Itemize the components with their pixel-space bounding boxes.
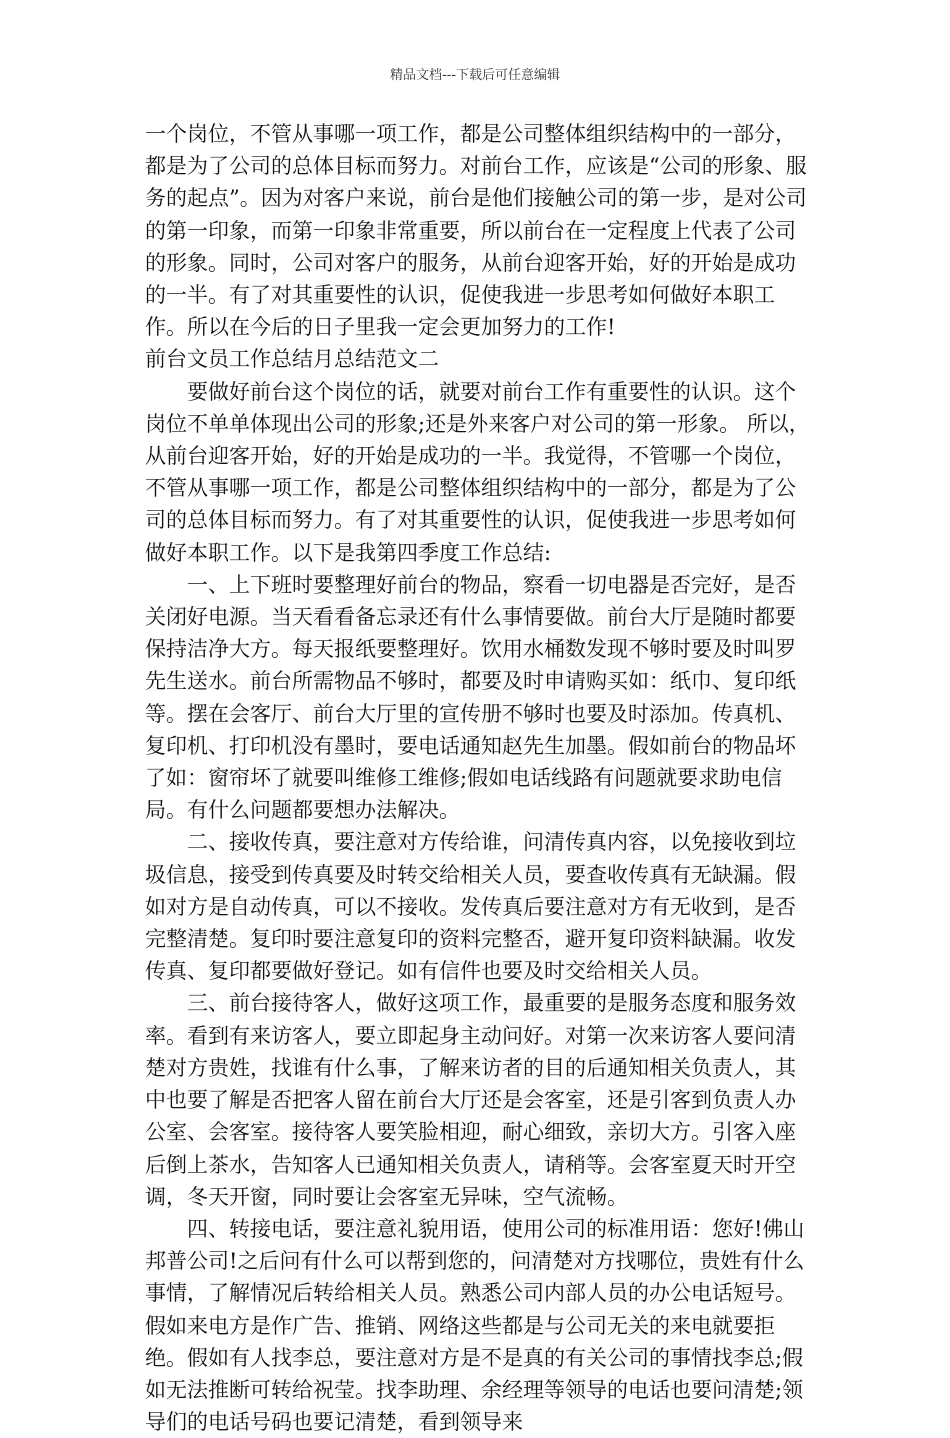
paragraph: 要做好前台这个岗位的话，就要对前台工作有重要性的认识。这个岗位不单单体现出公司的形象;还是外来客户对公司的第一形象。 所以，从前台迎客开始，好的开始是成功的一半。我觉得，不管哪一个岗位，不管从事哪一项工作，都是公司整体组织结构中的一部分，都是为了公司的总体目标而努力。有了对其重要性的认识，促使我进一步思考如何做好本职工作。以下是我第四季度工作总结: — [145, 379, 810, 565]
section-title: 前台文员工作总结月总结范文二 — [145, 347, 439, 372]
intro-paragraph: 一个岗位，不管从事哪一项工作，都是公司整体组织结构中的一部分，都是为了公司的总体目标而努力。对前台工作，应该是“公司的形象、服务的起点”。因为对客户来说，前台是他们接触公司的第一步，是对公司的第一印象，而第一印象非常重要，所以前台在一定程度上代表了公司的形象。同时，公司对客户的服务，从前台迎客开始，好的开始是成功的一半。有了对其重要性的认识，促使我进一步思考如何做好本职工作。所以在今后的日子里我一定会更加努力的工作! — [145, 122, 807, 340]
paragraph: 三、前台接待客人，做好这项工作，最重要的是服务态度和服务效率。看到有来访客人，要立即起身主动问好。对第一次来访客人要问清楚对方贵姓，找谁有什么事，了解来访者的目的后通知相关负责人，其中也要了解是否把客人留在前台大厅还是会客室，还是引客到负责人办公室、会客室。接待客人要笑脸相迎，耐心细致，亲切大方。引客入座后倒上茶水，告知客人已通知相关负责人，请稍等。会客室夏天时开空调，冬天开窗，同时要让会客室无异味，空气流畅。 — [145, 991, 796, 1209]
paragraph: 一、上下班时要整理好前台的物品，察看一切电器是否完好，是否关闭好电源。当天看看备忘录还有什么事情要做。前台大厅是随时都要保持洁净大方。每天报纸要整理好。饮用水桶数发现不够时要及时叫罗先生送水。前台所需物品不够时，都要及时申请购买如：纸巾、复印纸等。摆在会客厅、前台大厅里的宣传册不够时也要及时添加。传真机、复印机、打印机没有墨时，要电话通知赵先生加墨。假如前台的物品坏了如：窗帘坏了就要叫维修工维修;假如电话线路有问题就要求助电信局。有什么问题都要想办法解决。 — [145, 572, 796, 823]
paragraph: 四、转接电话，要注意礼貌用语，使用公司的标准用语：您好!佛山邦普公司!之后问有什么可以帮到您的，问清楚对方找哪位，贵姓有什么事情，了解情况后转给相关人员。熟悉公司内部人员的办公电话短号。假如来电方是作广告、推销、网络这些都是与公司无关的来电就要拒绝。假如有人找李总，要注意对方是不是真的有关公司的事情找李总;假如无法推断可转给祝莹。找李助理、余经理等领导的电话也要问清楚;领导们的电话号码也要记清楚，看到领导来 — [145, 1216, 805, 1435]
page-header: 精品文档---下载后可任意编辑 — [389, 68, 561, 83]
paragraph: 二、接收传真，要注意对方传给谁，问清传真内容，以免接收到垃圾信息，接受到传真要及时转交给相关人员，要查收传真有无缺漏。假如对方是自动传真，可以不接收。发传真后要注意对方有无收到，是否完整清楚。复印时要注意复印的资料完整否，避开复印资料缺漏。收发传真、复印都要做好登记。如有信件也要及时交给相关人员。 — [145, 830, 796, 984]
document-body — [145, 118, 810, 1438]
